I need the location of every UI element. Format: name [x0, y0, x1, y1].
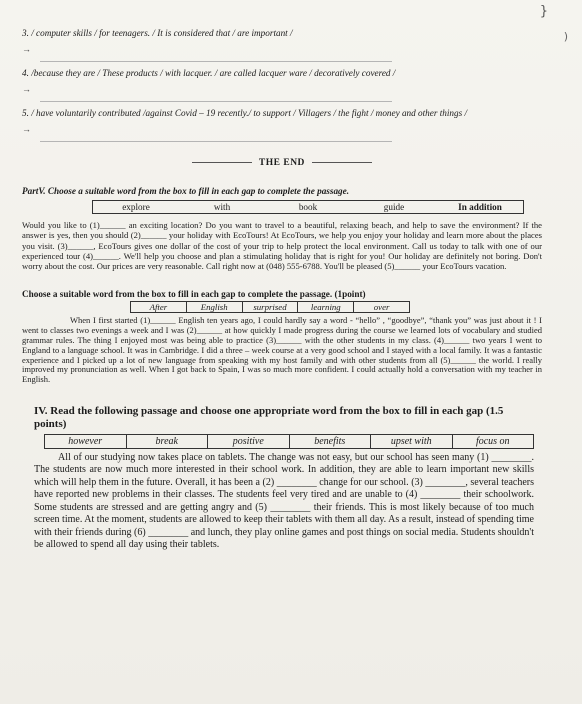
- word-box-item: over: [373, 302, 390, 313]
- sentence-3-text: 3. / computer skills / for teenagers. / It is considered that / are important /: [22, 28, 293, 38]
- corner-pen-mark: }: [539, 4, 548, 19]
- word-box-item: however: [45, 435, 127, 448]
- part-b-passage-text: When I first started (1)______ English ten years ago, I could hardly say a word - “hello” , “goodbye”, “thank you” was just about it ! I went to classes two evenings a week and I was (2)______ at how quickly I made progress during the course we learned lots of vocabulary and studied grammar rules. The thing I enjoyed most was being able to practice (3)______ with the other students in my class. (4)______ two years I went to England to a language school. It was in Cambridge. I did a three – week course at a very good school and I stayed with a local family. It was a fantastic experience and I picked up a lot of new language from speaking with my host family and with other students from all (5)______ the world. I really improved my pronunciation as well. When I got back to Spain, I was so much more confident. I could actually hold a conversation with my teacher in English.: [22, 315, 542, 385]
- side-pen-mark: ): [563, 30, 568, 43]
- word-box-item: positive: [208, 435, 290, 448]
- sentence-5-text: 5. / have voluntarily contributed /against Covid – 19 recently./ to support / Villagers / the fight / money and other things /: [22, 108, 468, 118]
- part-iv-passage: [34, 452, 534, 551]
- part-iv-passage-text: All of our studying now takes place on tablets. The change was not easy, but our school has seen many (1) ________. The students are now much more interested in their school work. In addition, they are able to learn important new skills which will help them in the future. Overall, it has been a (2) ________ change for our school. (3) ________, several teachers have reported new problems in their classes. The students feel very tired and are unable to (4) ________ their schoolwork. Some students are stressed and are getting angry and (5) ________ their friends. This is most likely because of too much screen time. At the moment, students are allowed to keep their tablets with them all day. As a result, instead of spending time with their friends during (6) ________ and lunch, they play online games and post things on social media. Students shouldn't be allowed to spend all day using their tablets.: [34, 452, 534, 550]
- word-box-item: After: [131, 302, 187, 312]
- part-v-passage: Would you like to (1)______ an exciting location? Do you want to travel to a beautiful, relaxing beach, and help to save the environment? If the answer is yes, then you should (2)______ your holiday with EcoTours! At EcoTours, we help you enjoy your holiday and learn more about the places you visit. (3)______, EcoTours gives one dollar of the cost of your trip to help protect the local environment. Call us today to talk with one of our experienced tour (4)______. We'll help you choose and plan a stimulating holiday that is right for you! Our holiday are definitely not boring. Don't worry about the cost. Our prices are very reasonable. Call right now at (048) 555-6788. You'll be pleased (5)______ your EcoTours vacation.: [22, 220, 542, 272]
- part-b-passage: [22, 316, 542, 385]
- part-v: [22, 186, 542, 271]
- word-box-item: learning: [298, 302, 354, 312]
- part-iv: [22, 405, 542, 551]
- answer-line[interactable]: [40, 137, 392, 142]
- end-label: THE END: [258, 158, 305, 168]
- part-v-heading: PartV. Choose a suitable word from the box to fill in each gap to complete the passage.: [22, 186, 350, 196]
- sentence-5: [22, 108, 542, 142]
- arrow-icon: →: [22, 124, 31, 134]
- part-b: [22, 289, 542, 385]
- answer-line[interactable]: [40, 97, 392, 102]
- word-box-item: with: [213, 202, 231, 212]
- arrow-icon: →: [22, 44, 31, 54]
- word-box-item: break: [127, 435, 209, 448]
- word-box-item: In addition: [458, 202, 502, 212]
- sentence-3: [22, 28, 542, 62]
- word-box-item: focus on: [475, 436, 510, 448]
- end-rule-right: [312, 162, 372, 163]
- arrow-icon: →: [22, 84, 31, 94]
- part-b-heading: Choose a suitable word from the box to fill in each gap to complete the passage. (1point): [22, 289, 366, 300]
- part-b-word-box: [130, 301, 410, 313]
- word-box-item: explore: [122, 202, 150, 212]
- part-iv-word-box: [44, 434, 534, 449]
- word-box-item: surprised: [243, 302, 299, 312]
- word-box-item: English: [187, 302, 243, 312]
- part-iv-heading: IV. Read the following passage and choose one appropriate word from the box to fill in each gap (1.5 points): [34, 405, 504, 431]
- end-marker: [22, 158, 542, 168]
- word-box-item: benefits: [290, 435, 372, 448]
- word-box-item: guide: [383, 202, 405, 212]
- word-box-item: book: [298, 202, 318, 212]
- sentence-4-text: 4. /because they are / These products / with lacquer. / are called lacquer ware / decoratively covered /: [22, 68, 396, 78]
- end-rule-left: [192, 162, 252, 163]
- sentence-4: [22, 68, 542, 102]
- answer-line[interactable]: [40, 57, 392, 62]
- part-v-word-box: [92, 200, 524, 214]
- word-box-item: upset with: [371, 435, 453, 448]
